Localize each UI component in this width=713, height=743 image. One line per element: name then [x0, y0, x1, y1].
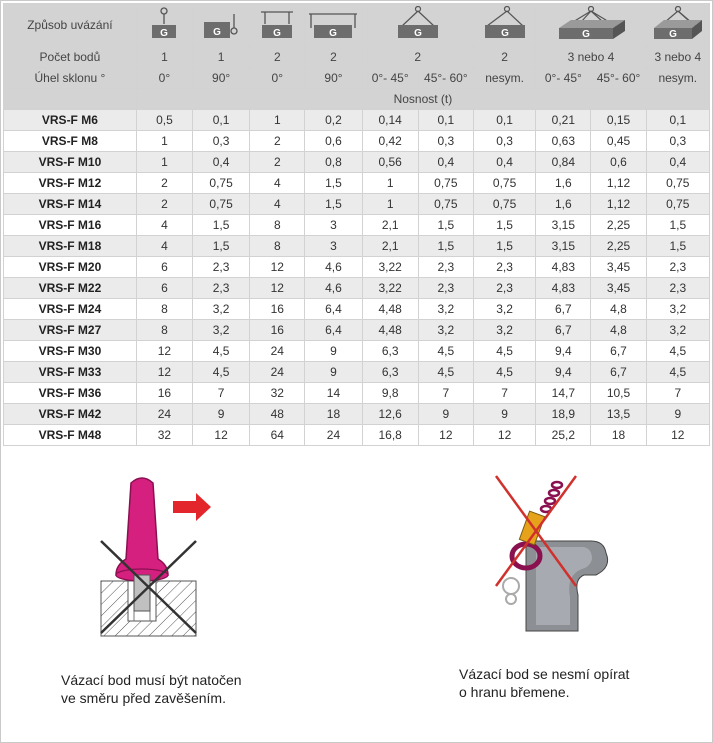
uhel-cell: 90° — [305, 68, 362, 89]
capacity-cell: 1,12 — [591, 194, 646, 215]
capacity-cell: 0,5 — [136, 110, 192, 131]
model-name: VRS-F M14 — [4, 194, 137, 215]
capacity-cell: 0,75 — [418, 173, 473, 194]
uhel-cell: 0°- 45° — [362, 68, 418, 89]
capacity-cell: 3,2 — [473, 299, 535, 320]
capacity-cell: 2,3 — [193, 278, 250, 299]
capacity-cell: 12 — [418, 425, 473, 446]
svg-text:G: G — [668, 29, 677, 40]
capacity-cell: 0,75 — [646, 194, 709, 215]
capacity-cell: 4,48 — [362, 299, 418, 320]
capacity-cell: 1 — [362, 194, 418, 215]
capacity-cell: 4,48 — [362, 320, 418, 341]
pocet-cell: 2 — [250, 47, 305, 68]
capacity-cell: 2,3 — [646, 278, 709, 299]
table-row — [4, 194, 710, 215]
capacity-cell: 0,6 — [305, 131, 362, 152]
model-name: VRS-F M48 — [4, 425, 137, 446]
pocet-label: Počet bodů — [4, 47, 137, 68]
svg-text:G: G — [500, 28, 509, 39]
nosnost-label: Nosnost (t) — [136, 89, 709, 110]
capacity-cell: 0,6 — [591, 152, 646, 173]
capacity-cell: 2,1 — [362, 236, 418, 257]
model-name: VRS-F M36 — [4, 383, 137, 404]
capacity-cell: 4,83 — [536, 257, 591, 278]
capacity-cell: 1,5 — [305, 173, 362, 194]
uhel-cell: 45°- 60° — [591, 68, 646, 89]
capacity-cell: 18 — [591, 425, 646, 446]
model-name: VRS-F M20 — [4, 257, 137, 278]
capacity-cell: 24 — [136, 404, 192, 425]
capacity-cell: 4,5 — [418, 362, 473, 383]
capacity-cell: 0,75 — [418, 194, 473, 215]
capacity-cell: 0,1 — [418, 110, 473, 131]
table-row — [4, 299, 710, 320]
rotate-eyebolt-illustration — [76, 471, 226, 641]
capacity-cell: 16 — [250, 320, 305, 341]
model-name: VRS-F M6 — [4, 110, 137, 131]
capacity-cell: 0,3 — [646, 131, 709, 152]
model-name: VRS-F M33 — [4, 362, 137, 383]
capacity-cell: 12 — [136, 341, 192, 362]
capacity-cell: 1,5 — [646, 215, 709, 236]
capacity-cell: 12 — [646, 425, 709, 446]
capacity-cell: 24 — [250, 362, 305, 383]
capacity-cell: 2,3 — [646, 257, 709, 278]
capacity-cell: 1 — [250, 110, 305, 131]
capacity-cell: 48 — [250, 404, 305, 425]
svg-text:G: G — [213, 27, 221, 38]
sling-icon-2 — [193, 4, 250, 47]
model-name: VRS-F M8 — [4, 131, 137, 152]
capacity-cell: 0,3 — [418, 131, 473, 152]
capacity-cell: 0,15 — [591, 110, 646, 131]
capacity-cell: 2,3 — [473, 257, 535, 278]
capacity-cell: 3,22 — [362, 278, 418, 299]
capacity-cell: 0,75 — [193, 194, 250, 215]
sling-icon-3 — [250, 4, 305, 47]
capacity-cell: 1,5 — [305, 194, 362, 215]
capacity-cell: 0,75 — [473, 194, 535, 215]
capacity-cell: 2 — [250, 152, 305, 173]
capacity-cell: 3,2 — [418, 320, 473, 341]
capacity-cell: 3,2 — [646, 320, 709, 341]
uhel-cell: 45°- 60° — [418, 68, 473, 89]
capacity-cell: 32 — [136, 425, 192, 446]
table-row — [4, 173, 710, 194]
capacity-cell: 4,5 — [418, 341, 473, 362]
table-row — [4, 404, 710, 425]
capacity-cell: 1,5 — [193, 215, 250, 236]
capacity-cell: 7 — [193, 383, 250, 404]
svg-text:G: G — [329, 28, 338, 39]
pocet-cell: 2 — [362, 47, 473, 68]
model-name: VRS-F M24 — [4, 299, 137, 320]
capacity-cell: 9,4 — [536, 362, 591, 383]
capacity-cell: 9 — [305, 341, 362, 362]
capacity-cell: 0,75 — [473, 173, 535, 194]
capacity-cell: 4,5 — [646, 362, 709, 383]
capacity-cell: 0,2 — [305, 110, 362, 131]
capacity-cell: 1 — [136, 152, 192, 173]
uhel-cell: 90° — [193, 68, 250, 89]
capacity-cell: 8 — [136, 299, 192, 320]
table-row — [4, 152, 710, 173]
uhel-cell: 0°- 45° — [536, 68, 591, 89]
capacity-cell: 0,3 — [193, 131, 250, 152]
capacity-cell: 12 — [473, 425, 535, 446]
capacity-cell: 9 — [418, 404, 473, 425]
model-name: VRS-F M22 — [4, 278, 137, 299]
capacity-cell: 12,6 — [362, 404, 418, 425]
capacity-cell: 2,3 — [418, 257, 473, 278]
capacity-cell: 0,4 — [646, 152, 709, 173]
note-right-line1: Vázací bod se nesmí opírat — [459, 666, 630, 682]
sling-icon-7 — [536, 4, 646, 47]
capacity-cell: 4 — [136, 215, 192, 236]
capacity-cell: 24 — [305, 425, 362, 446]
capacity-cell: 2,3 — [193, 257, 250, 278]
pocet-cell: 2 — [305, 47, 362, 68]
capacity-cell: 0,1 — [193, 110, 250, 131]
model-name: VRS-F M42 — [4, 404, 137, 425]
model-name: VRS-F M12 — [4, 173, 137, 194]
capacity-cell: 14,7 — [536, 383, 591, 404]
capacity-cell: 6,4 — [305, 299, 362, 320]
model-name: VRS-F M30 — [4, 341, 137, 362]
capacity-cell: 2,1 — [362, 215, 418, 236]
uhel-cell: 0° — [250, 68, 305, 89]
capacity-cell: 0,1 — [473, 110, 535, 131]
capacity-cell: 3 — [305, 215, 362, 236]
capacity-cell: 32 — [250, 383, 305, 404]
capacity-cell: 0,4 — [473, 152, 535, 173]
note-left-line2: ve směru před zavěšením. — [61, 690, 226, 706]
uhel-cell: nesym. — [646, 68, 709, 89]
note-right-line2: o hranu břemene. — [459, 684, 570, 700]
capacity-cell: 9 — [305, 362, 362, 383]
capacity-cell: 4,6 — [305, 257, 362, 278]
capacity-cell: 25,2 — [536, 425, 591, 446]
capacity-cell: 6,7 — [536, 320, 591, 341]
capacity-cell: 6,4 — [305, 320, 362, 341]
capacity-cell: 12 — [193, 425, 250, 446]
capacity-cell: 4 — [250, 194, 305, 215]
capacity-cell: 1,5 — [473, 215, 535, 236]
capacity-cell: 0,4 — [193, 152, 250, 173]
pocet-row — [4, 47, 710, 68]
table-row — [4, 131, 710, 152]
table-row — [4, 383, 710, 404]
table-row — [4, 257, 710, 278]
uhel-row — [4, 68, 710, 89]
capacity-cell: 9,4 — [536, 341, 591, 362]
uhel-label: Úhel sklonu ° — [4, 68, 137, 89]
capacity-cell: 2 — [136, 173, 192, 194]
capacity-cell: 1 — [136, 131, 192, 152]
capacity-cell: 6 — [136, 257, 192, 278]
edge-contact-illustration — [466, 471, 626, 641]
capacity-cell: 2,3 — [418, 278, 473, 299]
pocet-cell: 1 — [136, 47, 192, 68]
sling-icon-8 — [646, 4, 709, 47]
capacity-cell: 13,5 — [591, 404, 646, 425]
load-table — [3, 3, 710, 446]
capacity-cell: 4,83 — [536, 278, 591, 299]
capacity-cell: 2,25 — [591, 236, 646, 257]
table-row — [4, 320, 710, 341]
capacity-cell: 3,45 — [591, 278, 646, 299]
pocet-cell: 2 — [473, 47, 535, 68]
capacity-cell: 16,8 — [362, 425, 418, 446]
capacity-cell: 8 — [250, 236, 305, 257]
capacity-cell: 6,3 — [362, 341, 418, 362]
capacity-cell: 4,5 — [646, 341, 709, 362]
header-icons-row — [4, 4, 710, 47]
capacity-cell: 7 — [646, 383, 709, 404]
capacity-cell: 10,5 — [591, 383, 646, 404]
capacity-cell: 12 — [136, 362, 192, 383]
capacity-cell: 0,3 — [473, 131, 535, 152]
capacity-cell: 2,25 — [591, 215, 646, 236]
capacity-cell: 3,15 — [536, 215, 591, 236]
capacity-cell: 4,8 — [591, 299, 646, 320]
capacity-cell: 0,42 — [362, 131, 418, 152]
capacity-cell: 0,8 — [305, 152, 362, 173]
capacity-cell: 2 — [136, 194, 192, 215]
capacity-cell: 16 — [136, 383, 192, 404]
model-name: VRS-F M16 — [4, 215, 137, 236]
capacity-cell: 0,21 — [536, 110, 591, 131]
capacity-cell: 4,5 — [473, 341, 535, 362]
capacity-cell: 3,2 — [418, 299, 473, 320]
capacity-cell: 3,2 — [193, 320, 250, 341]
capacity-cell: 1,12 — [591, 173, 646, 194]
capacity-cell: 6 — [136, 278, 192, 299]
capacity-cell: 1,6 — [536, 194, 591, 215]
capacity-cell: 2,3 — [473, 278, 535, 299]
model-name: VRS-F M27 — [4, 320, 137, 341]
capacity-cell: 18,9 — [536, 404, 591, 425]
capacity-cell: 0,75 — [646, 173, 709, 194]
capacity-cell: 1,5 — [193, 236, 250, 257]
capacity-cell: 0,45 — [591, 131, 646, 152]
capacity-cell: 4,5 — [193, 362, 250, 383]
capacity-cell: 3,15 — [536, 236, 591, 257]
nosnost-blank — [4, 89, 137, 110]
nosnost-row — [4, 89, 710, 110]
model-name: VRS-F M10 — [4, 152, 137, 173]
capacity-cell: 2 — [250, 131, 305, 152]
capacity-cell: 3,2 — [646, 299, 709, 320]
capacity-cell: 9 — [193, 404, 250, 425]
capacity-cell: 0,63 — [536, 131, 591, 152]
capacity-cell: 8 — [250, 215, 305, 236]
sling-icon-6 — [473, 4, 535, 47]
capacity-cell: 4 — [250, 173, 305, 194]
note-left-line1: Vázací bod musí být natočen — [61, 672, 242, 688]
sling-icon-5 — [362, 4, 473, 47]
capacity-cell: 0,84 — [536, 152, 591, 173]
capacity-cell: 8 — [136, 320, 192, 341]
capacity-cell: 6,3 — [362, 362, 418, 383]
capacity-cell: 9 — [646, 404, 709, 425]
table-row — [4, 425, 710, 446]
table-row — [4, 236, 710, 257]
capacity-cell: 4,5 — [193, 341, 250, 362]
table-row — [4, 362, 710, 383]
capacity-cell: 12 — [250, 278, 305, 299]
pocet-cell: 3 nebo 4 — [536, 47, 646, 68]
capacity-cell: 6,7 — [591, 341, 646, 362]
capacity-cell: 0,56 — [362, 152, 418, 173]
svg-text:G: G — [413, 28, 422, 39]
sling-icon-1 — [136, 4, 192, 47]
uhel-cell: 0° — [136, 68, 192, 89]
capacity-cell: 0,14 — [362, 110, 418, 131]
capacity-cell: 4,6 — [305, 278, 362, 299]
capacity-cell: 14 — [305, 383, 362, 404]
capacity-cell: 4,5 — [473, 362, 535, 383]
table-row — [4, 110, 710, 131]
uhel-cell: nesym. — [473, 68, 535, 89]
svg-text:G: G — [273, 28, 282, 39]
capacity-cell: 9 — [473, 404, 535, 425]
table-row — [4, 341, 710, 362]
capacity-cell: 4,8 — [591, 320, 646, 341]
capacity-cell: 3,45 — [591, 257, 646, 278]
capacity-cell: 4 — [136, 236, 192, 257]
table-row — [4, 215, 710, 236]
capacity-cell: 6,7 — [536, 299, 591, 320]
capacity-cell: 1 — [362, 173, 418, 194]
capacity-cell: 0,4 — [418, 152, 473, 173]
capacity-cell: 7 — [473, 383, 535, 404]
sling-icon-4 — [305, 4, 362, 47]
capacity-cell: 3,2 — [473, 320, 535, 341]
capacity-cell: 6,7 — [591, 362, 646, 383]
svg-text:G: G — [160, 28, 169, 39]
zpusob-label: Způsob uvázání — [4, 4, 137, 47]
capacity-cell: 3,22 — [362, 257, 418, 278]
capacity-cell: 7 — [418, 383, 473, 404]
capacity-cell: 1,5 — [646, 236, 709, 257]
capacity-cell: 1,5 — [418, 236, 473, 257]
capacity-cell: 0,75 — [193, 173, 250, 194]
capacity-cell: 3,2 — [193, 299, 250, 320]
capacity-cell: 16 — [250, 299, 305, 320]
capacity-cell: 64 — [250, 425, 305, 446]
svg-text:G: G — [582, 29, 590, 40]
capacity-cell: 9,8 — [362, 383, 418, 404]
capacity-cell: 1,5 — [418, 215, 473, 236]
capacity-cell: 1,6 — [536, 173, 591, 194]
pocet-cell: 1 — [193, 47, 250, 68]
capacity-cell: 3 — [305, 236, 362, 257]
capacity-cell: 24 — [250, 341, 305, 362]
capacity-cell: 18 — [305, 404, 362, 425]
capacity-cell: 12 — [250, 257, 305, 278]
capacity-cell: 0,1 — [646, 110, 709, 131]
pocet-cell: 3 nebo 4 — [646, 47, 709, 68]
capacity-cell: 1,5 — [473, 236, 535, 257]
table-row — [4, 278, 710, 299]
model-name: VRS-F M18 — [4, 236, 137, 257]
